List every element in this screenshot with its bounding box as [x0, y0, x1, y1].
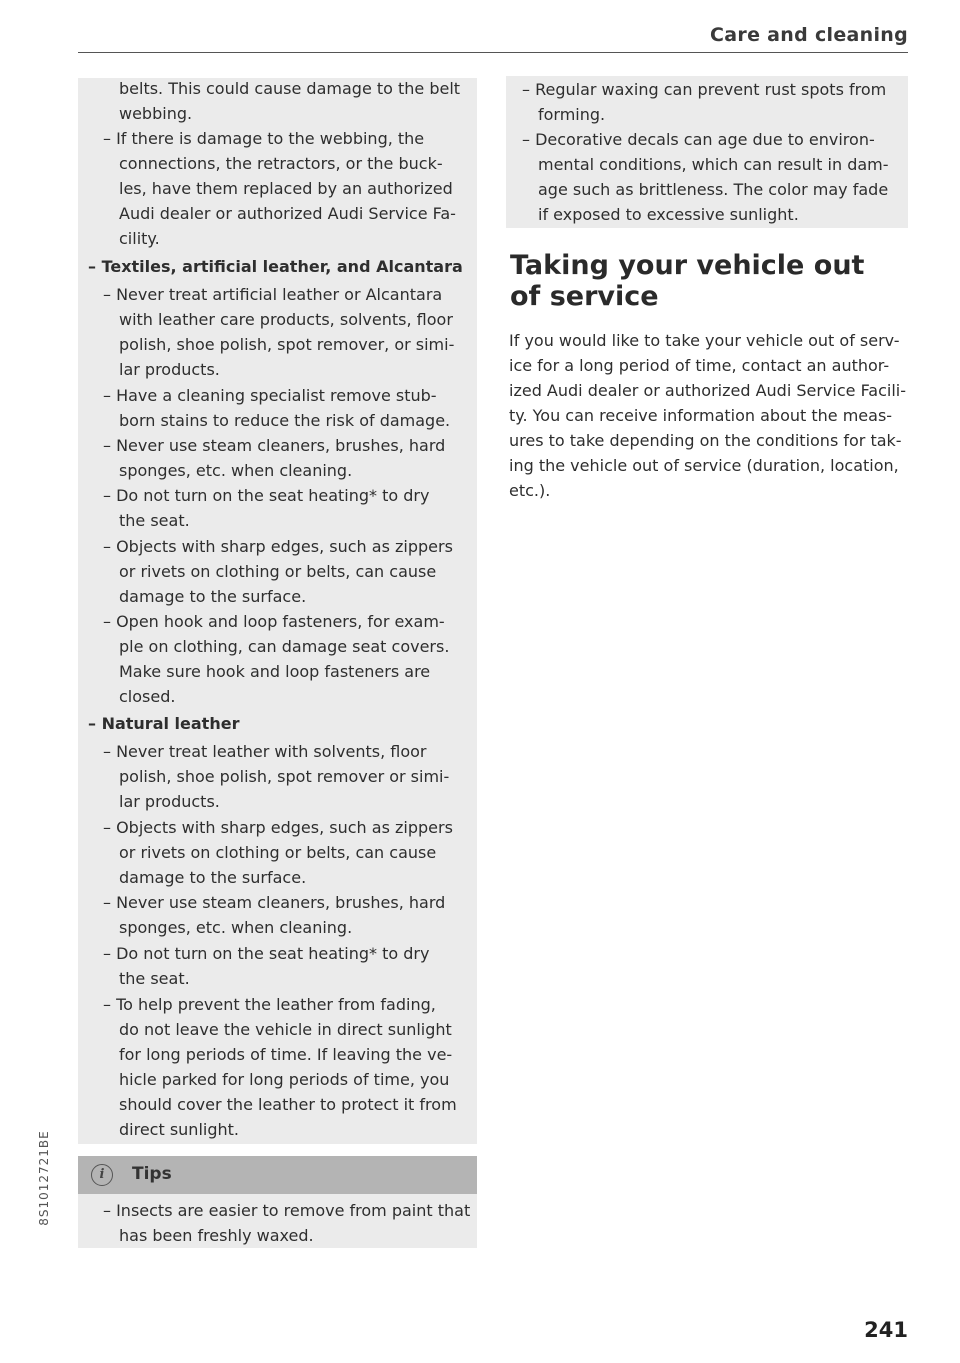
text-line: – Do not turn on the seat heating* to dry [103, 486, 430, 505]
text-line: cility. [119, 229, 160, 248]
section-heading [510, 250, 910, 312]
text-line: damage to the surface. [119, 587, 307, 606]
tips-label: Tips [132, 1164, 172, 1184]
text-line: – If there is damage to the webbing, the [103, 129, 425, 148]
text-line: sponges, etc. when cleaning. [119, 461, 353, 480]
page-number: 241 [864, 1318, 908, 1342]
header-divider [78, 52, 908, 53]
text-line: belts. This could cause damage to the belt [119, 79, 461, 98]
text-line: – Never use steam cleaners, brushes, hard [103, 893, 446, 912]
text-line: lar products. [119, 792, 220, 811]
text-line: – To help prevent the leather from fading, [103, 995, 436, 1014]
text-line: polish, shoe polish, spot remover, or simi- [119, 335, 455, 354]
text-line: for long periods of time. If leaving the ve- [119, 1045, 453, 1064]
text-line: ice for a long period of time, contact an author- [509, 356, 890, 375]
text-line: Audi dealer or authorized Audi Service Fa- [119, 204, 456, 223]
text-line: – Decorative decals can age due to environ- [522, 130, 875, 149]
subheading-natural-leather: – Natural leather [88, 714, 240, 733]
section-heading-line: of service [510, 281, 659, 312]
tips-header [78, 1156, 477, 1194]
document-code: 8S1012721BE [37, 1130, 51, 1226]
text-line: hicle parked for long periods of time, you [119, 1070, 450, 1089]
text-line: the seat. [119, 511, 190, 530]
text-line: the seat. [119, 969, 190, 988]
text-line: age such as brittleness. The color may fade [538, 180, 889, 199]
text-line: ures to take depending on the conditions for tak- [509, 431, 902, 450]
tips-line: has been freshly waxed. [119, 1226, 314, 1245]
text-line: – Never treat artificial leather or Alcantara [103, 285, 443, 304]
text-line: – Never treat leather with solvents, floor [103, 742, 427, 761]
text-line: closed. [119, 687, 176, 706]
text-line: with leather care products, solvents, floor [119, 310, 453, 329]
text-line: ing the vehicle out of service (duration, location, [509, 456, 899, 475]
text-line: Make sure hook and loop fasteners are [119, 662, 431, 681]
subheading-textiles: – Textiles, artificial leather, and Alcantara [88, 257, 463, 276]
tips-line: – Insects are easier to remove from paint that [103, 1201, 471, 1220]
text-line: webbing. [119, 104, 193, 123]
text-line: les, have them replaced by an authorized [119, 179, 453, 198]
text-line: – Never use steam cleaners, brushes, hard [103, 436, 446, 455]
text-line: mental conditions, which can result in dam- [538, 155, 889, 174]
text-line: direct sunlight. [119, 1120, 239, 1139]
text-line: ized Audi dealer or authorized Audi Service Facili- [509, 381, 907, 400]
text-line: – Objects with sharp edges, such as zippers [103, 818, 453, 837]
text-line: ple on clothing, can damage seat covers. [119, 637, 450, 656]
text-line: forming. [538, 105, 606, 124]
info-icon: i [91, 1164, 113, 1186]
text-line: should cover the leather to protect it from [119, 1095, 457, 1114]
text-line: polish, shoe polish, spot remover or simi- [119, 767, 450, 786]
text-line: connections, the retractors, or the buck- [119, 154, 443, 173]
text-line: – Do not turn on the seat heating* to dry [103, 944, 430, 963]
text-line: – Regular waxing can prevent rust spots from [522, 80, 887, 99]
text-line: If you would like to take your vehicle out of serv- [509, 331, 900, 350]
text-line: born stains to reduce the risk of damage. [119, 411, 451, 430]
text-line: – Have a cleaning specialist remove stub- [103, 386, 437, 405]
text-line: or rivets on clothing or belts, can cause [119, 562, 437, 581]
page-header-title: Care and cleaning [710, 24, 908, 46]
text-line: sponges, etc. when cleaning. [119, 918, 353, 937]
text-line: – Objects with sharp edges, such as zippers [103, 537, 453, 556]
text-line: damage to the surface. [119, 868, 307, 887]
text-line: or rivets on clothing or belts, can cause [119, 843, 437, 862]
text-line: – Open hook and loop fasteners, for exam- [103, 612, 445, 631]
text-line: if exposed to excessive sunlight. [538, 205, 799, 224]
text-line: etc.). [509, 481, 551, 500]
text-line: lar products. [119, 360, 220, 379]
section-heading-line: Taking your vehicle out [510, 250, 865, 281]
text-line: do not leave the vehicle in direct sunlight [119, 1020, 452, 1039]
text-line: ty. You can receive information about the meas- [509, 406, 893, 425]
